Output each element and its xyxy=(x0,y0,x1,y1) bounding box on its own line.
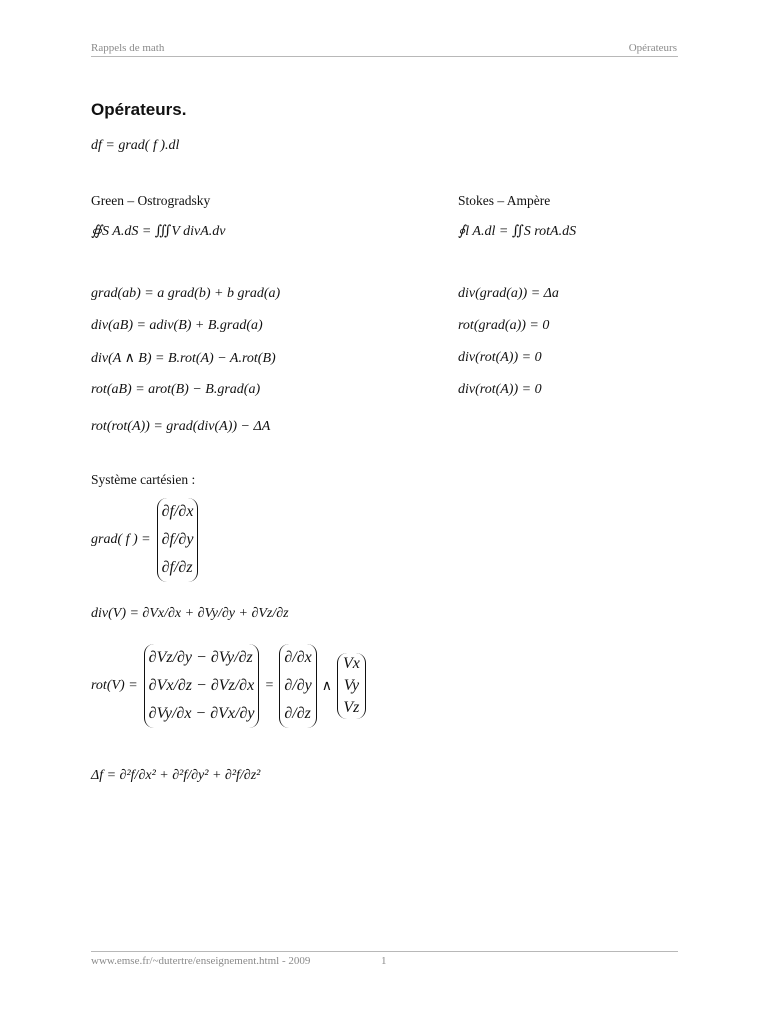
grad-y: ∂f/∂y xyxy=(161,531,194,548)
v-vector xyxy=(337,653,366,719)
eq-df: df = grad( f ).dl xyxy=(91,138,180,153)
cartesian-heading: Système cartésien : xyxy=(91,472,196,487)
grad-z: ∂f/∂z xyxy=(161,559,193,576)
v-x: Vx xyxy=(342,655,360,672)
page-title: Opérateurs. xyxy=(91,100,187,119)
grad-cartesian xyxy=(91,498,198,582)
header-right: Opérateurs xyxy=(628,42,677,54)
identity-grad-product: grad(ab) = a grad(b) + b grad(a) xyxy=(91,286,281,301)
header-left: Rappels de math xyxy=(91,42,165,54)
identity-div-product: div(aB) = adiv(B) + B.grad(a) xyxy=(91,318,263,333)
identity-rot-product: rot(aB) = arot(B) − B.grad(a) xyxy=(91,382,261,397)
page-number: 1 xyxy=(381,955,387,967)
nabla-y: ∂/∂y xyxy=(284,677,312,694)
green-ostrogradsky-formula: ∯S A.dS = ∭V divA.dv xyxy=(91,224,226,239)
grad-x: ∂f/∂x xyxy=(161,503,194,520)
green-ostrogradsky-heading: Green – Ostrogradsky xyxy=(91,193,211,208)
v-y: Vy xyxy=(343,677,360,694)
identity-div-cross: div(A ∧ B) = B.rot(A) − A.rot(B) xyxy=(91,351,276,366)
rot-vector xyxy=(144,644,260,728)
rot-z: ∂Vy/∂x − ∂Vx/∂y xyxy=(148,705,255,722)
rot-label: rot(V) = xyxy=(91,678,138,693)
stokes-ampere-formula: ∮l A.dl = ∬S rotA.dS xyxy=(458,224,577,239)
identity-div-grad: div(grad(a)) = Δa xyxy=(458,286,559,301)
nabla-x: ∂/∂x xyxy=(284,649,312,666)
identity-rot-rot: rot(rot(A)) = grad(div(A)) − ΔA xyxy=(91,419,271,434)
nabla-z: ∂/∂z xyxy=(284,705,311,722)
stokes-ampere-heading: Stokes – Ampère xyxy=(458,193,551,208)
identity-rot-grad: rot(grad(a)) = 0 xyxy=(458,318,550,333)
rot-cartesian: rot(V) = ∂Vz/∂y − ∂Vy/∂z ∂Vx/∂z − ∂Vz/∂x ∂Vy/∂x − ∂Vx/∂y = ∂/∂x ∂/∂y ∂/∂z ∧ Vx Vy Vz xyxy=(91,644,366,728)
grad-vector xyxy=(157,498,199,582)
div-cartesian: div(V) = ∂Vx/∂x + ∂Vy/∂y + ∂Vz/∂z xyxy=(91,606,289,621)
grad-label: grad( f ) = xyxy=(91,532,151,547)
header-rule xyxy=(91,56,678,57)
footer-url: www.emse.fr/~dutertre/enseignement.html - 2009 xyxy=(91,955,311,967)
footer-rule xyxy=(91,951,678,952)
rot-x: ∂Vz/∂y − ∂Vy/∂z xyxy=(148,649,253,666)
identity-div-rot-2: div(rot(A)) = 0 xyxy=(458,382,542,397)
laplacian-cartesian: Δf = ∂²f/∂x² + ∂²f/∂y² + ∂²f/∂z² xyxy=(91,768,261,783)
v-z: Vz xyxy=(343,699,360,716)
rot-y: ∂Vx/∂z − ∂Vz/∂x xyxy=(148,677,255,694)
identity-div-rot-1: div(rot(A)) = 0 xyxy=(458,350,542,365)
nabla-vector xyxy=(279,644,316,728)
